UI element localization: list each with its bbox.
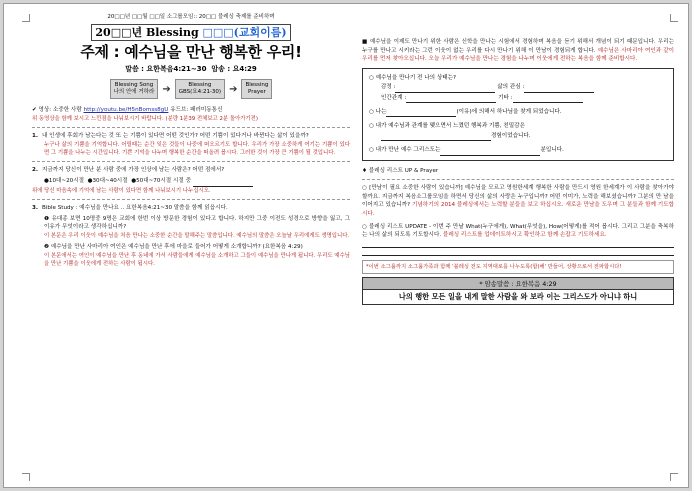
left-column [32, 10, 350, 269]
memory-value: 요4:29 [232, 65, 257, 73]
reflection-box: ○ 예수님을 만나기 전 나의 상태는? 감정 : 삶의 관심 : 인간관계 : 기타 : ○ 나는 (이유)에 의해서 하나님을 찾게 되었습니다. ○ 내가 예수님과 관계를 맺으면서 느꼈던 행복과 기쁨, 친밀감은 경험이었습니다. ○ 내가 만난 예수 그리스도는 분입니다. [362, 68, 674, 161]
number-2-icon: ❷ [44, 244, 50, 251]
verse-value: 요한복음4:21~30 [146, 65, 207, 73]
question-3: 3. Bible Study : 예수님을 만나요 .. 요한복음4:21~30 말씀을 함께 읽읍시다. ❶ 유대종 보면 10명중 9명은 교회에 한번 이상 방문한 경험이 있다고 합니다. 하지만 그중 이전도 성경으로 방향을 잃고, 그 이유가 무엇이라고 생각하십니까? 이 본문은 우리 이웃이 예수님을 처음 만나는 소중한 순간을 말해주는 말씀입니다. 예수님의 말씀은 오늘날 우리에게도 생명입니다. ❷ 예수님을 만난 사마리아 여인은 예수님을 만난 후에 마을로 들어가 어떻게 소개합니까? (요한복음 4:29) 이 본문에서는 여인이 예수님을 만난 후 동네에 가서 사람들에게 예수님을 소개하고 그들이 예수님을 만나게 됩니다. 우리도 예수님을 만난 기쁨을 이웃에게 전하는 사람이 됩시다. [32, 205, 351, 268]
title-church: □□□(교회이름) [202, 26, 287, 39]
intro-paragraph: ■ 예수님을 이제도 만나기 위한 사람은 신학을 만나는 시험에서 경험하며 복음을 듣기 위해서 개념이 되기 때문입니다. 우리는 누구를 만나고 시키라는 그런 이웃이 없는 우리를 다시 만나기 위해 이 만남이 경험되게 합니다. 예수님은 사마리아 여인과 같이 우리를 먼저 찾아오십니다. 오늘 우리가 예수님을 만나는 경험을 나누며 이웃에게 전하는 복음을 함께 준비합시다. [362, 39, 674, 63]
header-line: 20□□년 □□월 □□일 소그룹모임:: 20□□ 블레싱 축제를 준비하며 [107, 14, 275, 20]
theme-title: 주제 : 예수님을 만난 행복한 우리! [80, 43, 302, 61]
divider [362, 179, 674, 180]
radio-icon[interactable]: ● [131, 178, 137, 184]
answer-blank[interactable] [440, 146, 540, 155]
video-note: 위 동영상을 함께 보시고 느낀점을 나눠보시기 바랍니다. (분량 1분39 전체보고 2분 돌아가기전) [32, 115, 258, 122]
verse-label: 말씀 [125, 65, 139, 73]
circle-icon: ○ [369, 147, 374, 154]
answer-blank[interactable] [406, 94, 496, 103]
circle-icon: ○ [369, 74, 374, 81]
crop-mark [670, 473, 678, 481]
circle-icon: ○ [369, 109, 374, 115]
crop-mark [22, 473, 30, 481]
document-page [3, 3, 689, 488]
crop-mark [670, 14, 678, 22]
flow-step: Blessing GBS(요4:21-30) [175, 79, 225, 99]
arrow-right-icon: ➔ [162, 83, 171, 95]
video-link[interactable]: http://youtu.be/H5nBomss8gU [83, 107, 169, 113]
bullet-icon: ■ [362, 39, 368, 45]
prayer-title: ♦ 블레싱 리스트 UP & Prayer [362, 167, 439, 174]
video-section: ✔ 영상: 소중한 사람 http://youtu.be/H5nBomss8gU 유드브: 패러미동통신 위 동영상을 함께 보시고 느낀점을 나눠보시기 바랍니다. (분량 1분39 전체보고 2분 돌아가기전) [32, 106, 350, 123]
flow-step: Blessing Song 나의 안에 거하라 [110, 79, 159, 99]
divider [32, 127, 350, 128]
flow-step: Blessing Prayer [241, 79, 272, 99]
divider [32, 161, 350, 162]
arrow-right-icon: ➔ [229, 83, 238, 95]
prayer-paragraph-2: ○ 블레싱 리스트 UPDATE - 이번 주 만날 What(누구에게), What(무엇을), How(어떻게)를 적어 봅시다. 그리고 그분을 축복하는 나의 삶의 되도록 기도합시다. 블레싱 리스트를 업데이트하시고 확인하고 함께 손잡고 기도하세요. [362, 223, 674, 239]
memory-label: 암송 [211, 65, 225, 73]
memory-verse-box [362, 277, 674, 305]
title-box [91, 24, 291, 41]
memory-verse-label: * 암송말씀 : 요한복음 4:29 [363, 278, 673, 290]
answer-blank[interactable] [513, 94, 583, 103]
divider [32, 199, 350, 200]
right-column [362, 38, 674, 305]
title-year: 20□□년 Blessing [95, 26, 203, 39]
answer-line[interactable] [362, 248, 674, 256]
answer-blank[interactable] [386, 108, 456, 117]
circle-icon: ○ [369, 123, 374, 130]
verse-reference: 말씀 : 요한복음4:21~30 암송 : 요4:29 [125, 65, 257, 73]
bullet-icon: ♦ [362, 167, 368, 174]
flow-steps [32, 79, 350, 99]
radio-icon[interactable]: ● [44, 178, 49, 184]
answer-blank[interactable] [381, 132, 491, 141]
answer-blank[interactable] [193, 177, 253, 187]
crop-mark [22, 14, 30, 22]
memory-verse-text: 나의 행한 모든 일을 내게 말한 사람을 와 보라 이는 그리스도가 아니냐 하니 [398, 291, 638, 301]
answer-line[interactable] [362, 240, 674, 248]
circle-icon: ○ [362, 223, 367, 230]
circle-icon: ○ [362, 185, 368, 192]
answer-blank[interactable] [524, 83, 594, 92]
prayer-paragraph-1: ○ [만남이 필요 소중한 사람이 있습니까] 예수님을 모르고 영원한세계 행복한 사람을 만드시 영원 한세계가 이 사람을 찾아가야 할까요. 지금까지 복음소그룹모임을 하면서 당신의 삶의 사랑은 누구입니까? 어떤 이미가, 노력을 해보셨습니까? 그분의 만 남을 이어지고 있습니까? 기념하기의 2014 블레싱에서는 노력할 분들을 보고 하십시오. 새로운 만남을 도우며 그 분들과 함께 기도합시다. [362, 185, 675, 217]
number-1-icon: ❶ [44, 215, 50, 222]
answer-blank[interactable] [395, 83, 495, 92]
radio-icon[interactable]: ● [87, 178, 93, 184]
question-1: 1. 내 인생에 후회가 남는다는 것 또 는 기쁨이 있다면 어떤 것인가? 어떤 기쁨이 있다거나 바뀐다는 삶이 있을까? 누구나 삶의 기쁨을 기억합니다. 어릴때는 순간 잊은 것들이 나중에 떠오르기도 합니다. 우리가 가장 소중하게 여기는 기쁨이 있다면 그 기쁨을 나누는 시간입니다. 기쁜 기억을 나누며 행복한 순간을 떠올려 봅시다. 그러한 것이 가장 큰 기쁨이 될 것입니다. [32, 133, 350, 156]
age-options: ●10대~20시절 ●30대~40시절 ●50대~70시절 시절 중 [32, 177, 350, 187]
check-icon: ✔ [32, 107, 37, 113]
footnote: *이번 소그룹까지 소그룹가족과 함께 '블레싱 전도 지역대로를 나누도록(합)해' 만들어, 상황으로서 전파합시다! [362, 260, 674, 274]
question-2: 2. 지금까지 당신이 만난 분 사람 중에 가장 인상에 남는 사람은? 어떤 점에서? ●10대~20시절 ●30대~40시절 ●50대~70시절 시절 중 위에 당신 마음속에 기억에 남는 사람이 있다면 함께 나눠보시기 나누십시오. [32, 166, 350, 195]
